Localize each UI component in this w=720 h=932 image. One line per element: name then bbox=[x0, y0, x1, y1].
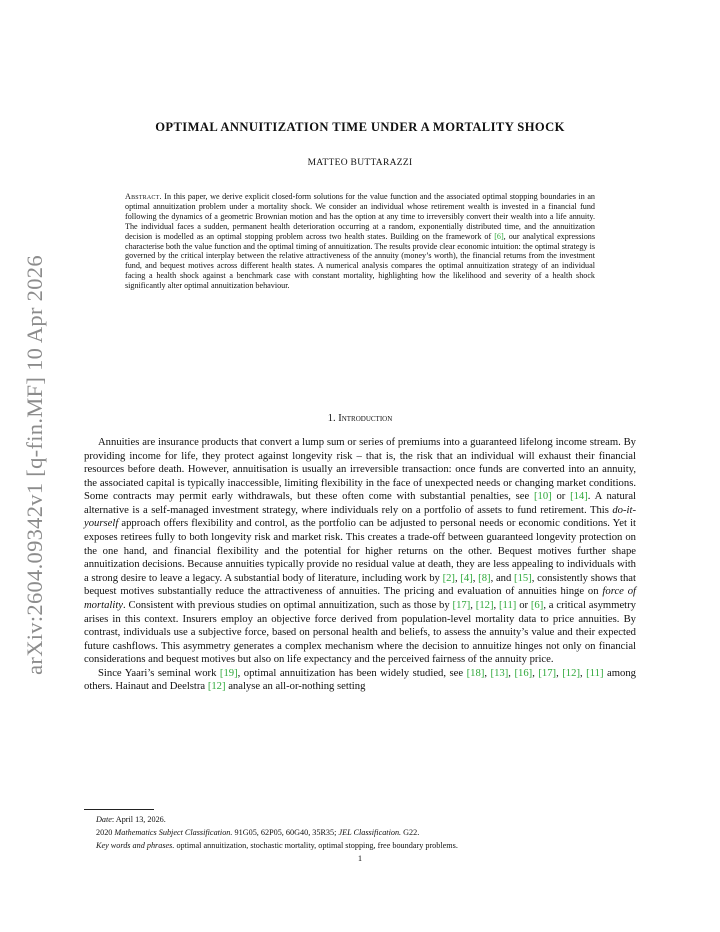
citation-link[interactable]: [15] bbox=[514, 572, 532, 584]
paper-author: MATTEO BUTTARAZZI bbox=[307, 158, 413, 168]
citation-link[interactable]: [13] bbox=[490, 667, 509, 679]
footnote-value: G22. bbox=[401, 828, 420, 837]
text-run: , bbox=[580, 667, 587, 679]
section-heading bbox=[0, 413, 720, 424]
section-number: 1. bbox=[327, 413, 339, 424]
arxiv-identifier: arXiv:2604.09342v1 [q-fin.MF] 10 Apr 2026 bbox=[22, 255, 47, 675]
emphasis: do-it-yourself bbox=[84, 504, 636, 530]
text-run: , consistently shows that bequest motives substantially reduce the attractiveness of annuities. The pricing and evaluation of annuities hinge on bbox=[84, 572, 636, 598]
text-run: , bbox=[556, 667, 563, 679]
footnote-label: Key words and phrases. bbox=[96, 841, 175, 850]
text-run: , bbox=[454, 572, 461, 584]
text-run: among others. Hainaut and Deelstra bbox=[84, 667, 636, 693]
text-run: , bbox=[493, 599, 500, 611]
emphasis: force of mortality bbox=[84, 586, 637, 611]
section-title: Introduction bbox=[338, 413, 393, 424]
text-run: , and bbox=[490, 572, 515, 584]
footnote-divider bbox=[84, 809, 154, 810]
footnotes bbox=[96, 813, 636, 852]
footnote-value: 2020 bbox=[96, 828, 115, 837]
footnote-value: optimal annuitization, stochastic mortality, optimal stopping, free boundary problems. bbox=[174, 841, 458, 850]
arxiv-sidebar-stamp bbox=[18, 245, 52, 685]
footnote-label: JEL Classification. bbox=[338, 828, 402, 837]
paragraph bbox=[84, 667, 636, 694]
footnote-value: 91G05, 62P05, 60G40, 35R35; bbox=[232, 828, 339, 837]
paper-title: OPTIMAL ANNUITIZATION TIME UNDER A MORTALITY SHOCK bbox=[155, 120, 565, 134]
citation-link[interactable]: [17] bbox=[452, 599, 471, 611]
citation-link[interactable]: [11] bbox=[586, 667, 604, 679]
footnote-keywords bbox=[96, 839, 636, 852]
citation-link[interactable]: [6] bbox=[530, 599, 544, 611]
text-run: or bbox=[551, 491, 571, 503]
text-run: . A natural alternative is a self-managed investment strategy, where individuals rely on a portfolio of assets to fund retirement. This bbox=[84, 491, 636, 516]
footnote-label: Mathematics Subject Classification. bbox=[114, 828, 233, 837]
citation-link[interactable]: [8] bbox=[478, 572, 491, 584]
citation-link[interactable]: [12] bbox=[207, 681, 226, 693]
footnote-label: Date bbox=[96, 815, 112, 824]
citation-link[interactable]: [17] bbox=[538, 667, 557, 679]
citation-link[interactable]: [6] bbox=[494, 231, 504, 241]
paragraph bbox=[84, 436, 636, 667]
text-run: , a critical asymmetry arises in this context. Insurers employ an objective force derived from population-level mortality data to price annuities. By contrast, individuals use a subjective force, based on personal health and beliefs, to assess the annuity’s value and their expected future cashflows. This asymmetry generates a complex mechanism where the decision to annuitize hinges not only on financial considerations and bequest motives but also on life expectancy and the perceived fairness of the annuity price. bbox=[84, 599, 637, 666]
citation-link[interactable]: [18] bbox=[466, 667, 485, 679]
citation-link[interactable]: [16] bbox=[514, 667, 533, 679]
citation-link[interactable]: [4] bbox=[460, 572, 473, 584]
citation-link[interactable]: [12] bbox=[562, 667, 580, 679]
citation-link[interactable]: [14] bbox=[570, 491, 588, 503]
abstract-lead: Abstract. bbox=[125, 192, 162, 201]
text-run: . Consistent with previous studies on optimal annuitization, such as those by bbox=[123, 599, 453, 611]
text-run: , bbox=[470, 599, 476, 611]
text-run: Since Yaari’s seminal work bbox=[98, 667, 220, 679]
text-run: , bbox=[508, 667, 515, 679]
citation-link[interactable]: [19] bbox=[219, 667, 238, 679]
abstract-text: , our analytical expressions characterise both the value function and the optimal timing of annuitization. The results provide clear economic intuition: the optimal strategy is governed by the critical interplay between the relative attractiveness of the annuity (money’s worth), the financial returns from the investment fund, and bequest motives across different health states. A numerical analysis compares the optimal annuitization strategy of an individual facing a health shock against a benchmark case with constant mortality, highlighting how the likelihood and severity of a health shock significantly alter optimal annuitization behaviour. bbox=[125, 231, 595, 291]
body-text bbox=[84, 436, 636, 694]
text-run: , bbox=[472, 572, 479, 584]
citation-link[interactable]: [2] bbox=[442, 572, 455, 584]
text-run: , optimal annuitization has been widely studied, see bbox=[237, 667, 467, 679]
text-run: Annuities are insurance products that convert a lump sum or series of premiums into a guaranteed lifelong income stream. By providing income for life, they protect against longevity risk – that is, the risk that an individual will exhaust their financial resources before death. However, annuitisation is usually an irreversible transaction: once funds are converted into an annuity, the associated capital is typically inaccessible, limiting flexibility in the face of unexpected needs or changing market conditions. Some contracts may permit early withdrawals, but these often come with substantial penalties, see bbox=[84, 437, 636, 503]
footnote-date bbox=[96, 813, 636, 826]
text-run: approach offers flexibility and control, as the portfolio can be adjusted to personal needs or economic conditions. Yet it exposes retirees fully to both longevity risk and market risk. This creates a trade-off between guaranteed longevity protection on the one hand, and financial flexibility and the potential for higher returns on the other. Bequest motives further shape annuitization decisions. Because annuities typically provide no residual value at death, they are less appealing to individuals with a strong desire to leave a legacy. A substantial body of literature, including work by bbox=[84, 518, 636, 584]
citation-link[interactable]: [10] bbox=[533, 491, 552, 503]
page-number: 1 bbox=[357, 853, 363, 863]
citation-link[interactable]: [12] bbox=[475, 599, 494, 611]
text-run: analyse an all-or-nothing setting bbox=[225, 681, 366, 693]
citation-link[interactable]: [11] bbox=[499, 599, 517, 611]
text-run: , bbox=[484, 667, 491, 679]
footnote-value: : April 13, 2026. bbox=[111, 815, 166, 824]
footnote-classification bbox=[96, 826, 636, 839]
text-run: or bbox=[516, 599, 531, 611]
abstract bbox=[125, 192, 595, 291]
abstract-text: In this paper, we derive explicit closed-form solutions for the value function and the associated optimal stopping boundaries in an optimal annuitization problem under a mortality shock. We consider an individual whose retirement wealth is invested in a financial fund following the dynamics of a geometric Brownian motion and has the option at any time to irreversibly convert their wealth into a life annuity. The individual faces a sudden, permanent health deterioration occurring at a random, exponentially distributed time, and the annuitization decision is modelled as an optimal stopping problem across two health states. Building on the framework of bbox=[125, 192, 595, 241]
text-run: , bbox=[532, 667, 539, 679]
